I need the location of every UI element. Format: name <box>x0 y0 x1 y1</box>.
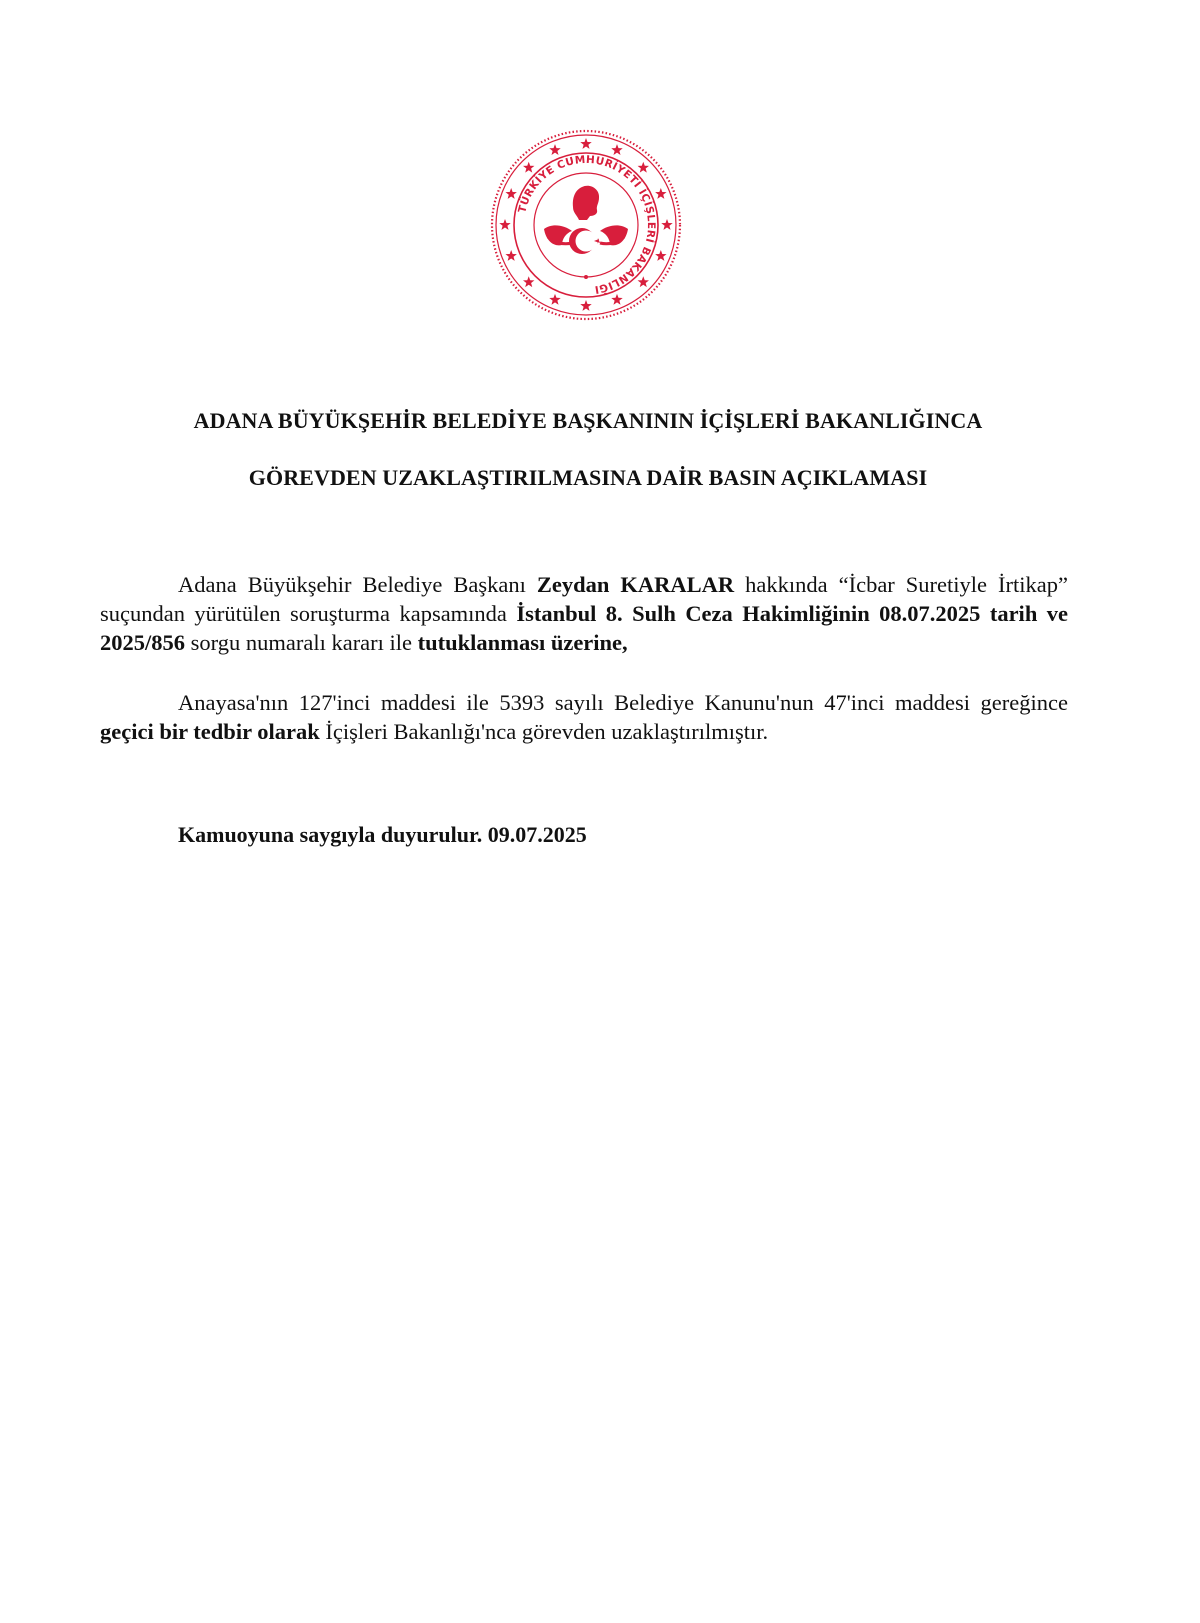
paragraph-2-bold-measure: geçici bir tedbir olarak <box>100 719 320 744</box>
seal-star-icon <box>549 144 560 155</box>
svg-text:TÜRKİYE CUMHURİYETİ İÇİŞLERİ B: TÜRKİYE CUMHURİYETİ İÇİŞLERİ BAKANLIĞI <box>516 153 658 296</box>
seal-star-icon <box>655 250 666 261</box>
seal-star-icon <box>638 162 649 173</box>
seal-star-icon <box>580 300 591 311</box>
document-title-line-1: ADANA BÜYÜKŞEHİR BELEDİYE BAŞKANININ İÇİŞLERİ BAKANLIĞINCA <box>193 408 983 433</box>
seal-star-icon <box>611 294 622 305</box>
seal-star-icon <box>549 294 560 305</box>
seal-star-icon <box>580 138 591 149</box>
document-title-line-2: GÖREVDEN UZAKLAŞTIRILMASINA DAİR BASIN AÇIKLAMASI <box>248 465 928 490</box>
paragraph-1-bold-name: Zeydan KARALAR <box>536 572 735 597</box>
paragraph-arrest-notice <box>100 570 1068 657</box>
closing-statement: Kamuoyuna saygıyla duyurulur. 09.07.2025 <box>178 822 587 847</box>
seal-star-icon <box>523 162 534 173</box>
paragraph-1-bold-arrest: tutuklanması üzerine, <box>417 630 628 655</box>
paragraph-1-text-2: hakkında “İcbar Suretiyle İrtikap” suçundan yürütülen soruşturma kapsamında <box>100 572 1068 626</box>
seal-star-icon <box>611 144 622 155</box>
paragraph-suspension-notice <box>100 688 1068 746</box>
paragraph-2-text-2: İçişleri Bakanlığı'nca görevden uzaklaştırılmıştır. <box>319 719 769 744</box>
seal-star-icon <box>638 276 649 287</box>
paragraph-1-text-3: sorgu numaralı kararı ile <box>185 630 418 655</box>
seal-star-icon <box>655 188 666 199</box>
seal-star-icon <box>505 250 516 261</box>
paragraph-1-bold-court: İstanbul 8. Sulh Ceza Hakimliğinin 08.07.2025 tarih ve 2025/856 <box>100 601 1068 655</box>
paragraph-1-text-1: Adana Büyükşehir Belediye Başkanı <box>178 572 537 597</box>
seal-star-icon <box>523 276 534 287</box>
paragraph-2-text-1: Anayasa'nın 127'inci maddesi ile 5393 sayılı Belediye Kanunu'nun 47'inci maddesi gereğince <box>178 690 1068 715</box>
seal-star-icon <box>499 219 510 230</box>
ministry-seal-logo <box>486 125 686 325</box>
seal-star-icon <box>505 188 516 199</box>
seal-star-icon <box>661 219 672 230</box>
